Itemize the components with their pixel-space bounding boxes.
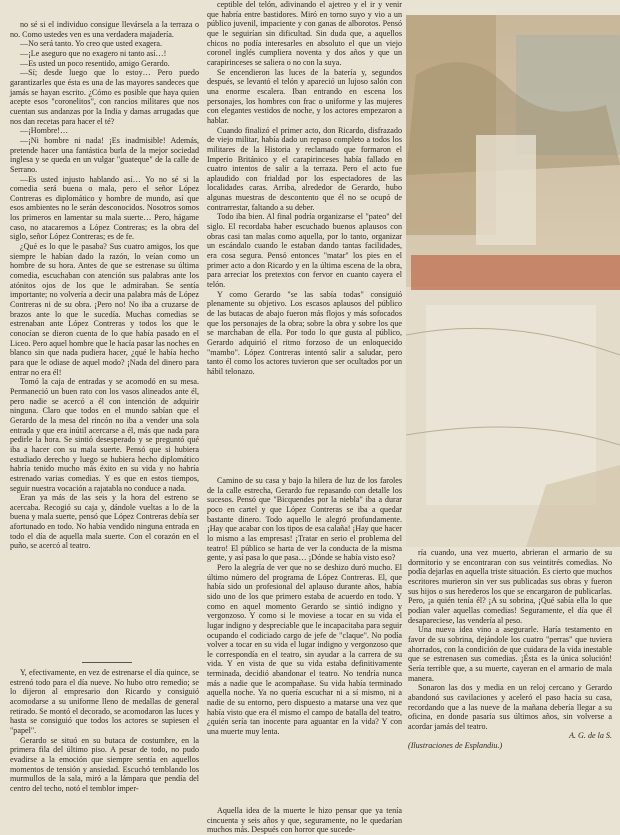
paragraph: —Es usted un poco resentido, amigo Gerardo.: [20, 58, 170, 68]
paragraph: —No será tanto. Yo creo que usted exagera.: [20, 39, 163, 49]
paragraph: Y como Gerardo "se las sabía todas" consiguió plenamente su objetivo. Los escasos aplausos del público de las butacas de abajo fueron más flojos y más sofocados que los personajes de la obra; sobre la obra y sobre los que se marchaban de ella. Por todo lo que gusta al público, Gerardo adquirió el ritmo forzoso de un enloquecido "mambo". López Contreras intentó salir a saludar, pero tanto él como los actores tuvieron que ser ocultados por un hábil telonazo.: [207, 289, 402, 376]
paragraph: Cuando finalizó el primer acto, don Ricardo, disfrazado de viejo militar, había dado un repaso completo a todos los militares de la Historia y reclamado que formaron el Imperio Británico y el carapirinceses había fallado en cuatro intentos de salir a la terraza. Pero el acto fue aplaudido con frialdad por los espectadores de las localidades caras. Arriba, alrededor de Gerardo, hubo algunas muestras de descontento que él no se ocupó de contrarrestar, faltando a su deber.: [207, 125, 402, 212]
paragraph: Y, efectivamente, en vez de estrenarse el día quince, se estrenó todo para el día nueve. No hubo otro remedio; se lo dijeron al empresario don Ricardo y consiguió acomodarse a su uniforme lleno de medallas de general retirado. Se montó el decorado, se acomodaron las luces y hasta se consiguió que todos los actores se supiesen el "papel".: [10, 668, 199, 735]
paragraph: —Es usted injusto hablando así… Yo no sé si la comedia será buena o mala, pero el señor López Contreras es diplomático y hombre de mundo, así que esos ambientes no le serán desconocidos. Nosotros somos los primeros en lamentar su mala suerte… Pero, hágame caso, no atacaremos a López Contreras; es la obra del siglo, señor López Contreras; es de fe.: [10, 174, 199, 242]
text-column-1-lower: [10, 668, 199, 794]
text-column-2: [207, 0, 402, 377]
paragraph: ceptible del telón, adivinando el ajetreo y el ir y venir que habría entre bastidores. Miró en torno suyo y vio a un público juvenil, impaciente y con ganas de alborotos. Pensó que le seguirían sin dificultad. Sin duda que, a aquellos chicos no podía interesarles en absoluto el que un viejo coronel inglés cumpliera noventa y dos años y que un carapirinceses se saliera o no con la suya.: [207, 0, 402, 67]
text-column-3: [408, 548, 612, 751]
paragraph: Gerardo se situó en su butaca de costumbre, en la primera fila del último piso. A pesar de todo, no pudo evadirse a la emoción que siempre sentía en aquellos momentos de tensión y ansiedad. Escuchó temblando los murmullos de la sala, miró a la lámpara que pendía del centro del techo, notó el temblor imper-: [10, 735, 199, 793]
illustration: [406, 15, 620, 547]
paragraph: —¡Le aseguro que no exagero ni tanto así…!: [20, 48, 167, 58]
text-column-2-middle: [207, 476, 402, 737]
text-column-1: [10, 20, 199, 551]
paragraph: Tomó la caja de entradas y se acomodó en su mesa. Permaneció un buen rato con los vasos alineados ante él, pero nadie se acercó a él con intención de adquirir ninguna. Claro que todos en el mundo sabían que el Gerardo de la mesa del rincón no iba a vender una sola entrada y que era inútil acercarse a él, más que nada para pedirle la hora. Se sintió desesperado y se preguntó qué iba a hacer con su mala suerte. Pensó que si hubiera estudiado derecho y luego se hubiera hecho diplomático habría tenido mucho más éxito en su vida y no habría estrenado varias comedias. Y es que en estos tiempos, seguir nuestra vocación a rajatabla no conduce a nada.: [10, 377, 199, 493]
paragraph: Aquella idea de la muerte le hizo pensar que ya tenía cincuenta y seis años y que, seguramente, no le quedarían muchos más. Después con horror que sucede-: [207, 806, 402, 835]
paragraph: ría cuando, una vez muerto, abrieran el armario de su dormitorio y se encontraran con sus veintitrés comedias. No podía dejarlas en aquella triste situación. Es cierto que muchos escritores murieron sin ver sus publicadas sus obras y fueron sus hijos o sus herederos los que se encargaron de publicarlas. Pero, ¡a quién tenía él? ¡A su sobrina, ¡Qué sabía ella lo que podían valer aquellas comedias! Seguramente, el día que él desapareciese, las vendería al peso.: [408, 548, 612, 625]
paragraph: Camino de su casa y bajo la hilera de luz de los faroles de la calle estrecha, Gerardo fue repasando con detalle los sucesos. Pensó que "Bicquendes por la niebla" iba a durar poco en cartel y que López Contreras se iba a quedar bastante dinero. Todo aquello le alegró profundamente. ¡Hay que acabar con los tipos de esa calaña! ¡Hay que hacer lo mismo a las empresas! ¡Tratar en serio el problema del teatro! El público se harta de ver la conducta de la misma gente, y así pasa lo que pasa… ¡Dónde se había visto eso?: [207, 476, 402, 563]
paragraph: —Sí; desde luego que lo estoy… Pero puedo garantizarles que ésta es una de las mayores sandeces que jamás se hayan escrito. ¿Cómo es posible que haya quien acepte esos "coronelitos", con rancios militares que nos cuentan sus andanzas por la India y damas arrugadas que nos dan recetas para hacer el té?: [10, 68, 199, 126]
paragraph: no sé si el individuo consigue llevársela a la terraza o no. Como ustedes ven es una verdadera majadería.: [10, 20, 199, 39]
section-divider: [82, 662, 132, 663]
illustration-credit: (Ilustraciones de Esplandiu.): [408, 741, 503, 751]
illustration-painting: [406, 15, 620, 547]
paragraph: —¡Ni hombre ni nada! ¡Es inadmisible! Además, pretende hacer una fantástica burla de la mejor sociedad inglesa y se queda en un vulgar "guateque" de la calle de Serrano.: [10, 135, 199, 174]
paragraph: ¿Qué es lo que le pasaba? Sus cuatro amigos, los que siempre le habían dado la razón, lo veían como un hombre de su hora. Antes de que se estrenase su última comedia, escuchaban con atención sus palabras ante los atónitos ojos de los que le admiraban. Se sentía importante; no volvería a decir una palabra más de López Contreras ni de su obra. ¡Pero no! No iba a cruzarse de brazos ante lo que le sucedía. Muchas comedias se estrenaban ante López Contreras y todos los que le conocían se dieron cuenta de lo que había pasado en el Liceo. Pero aquel hombre que le hacía pasar las noches en blanco sin que nada pudiera hacer, ¿qué le había hecho para que le odiase de aquel modo? ¡Nada del dinero para entrar no era él!: [10, 242, 199, 377]
paragraph: Todo iba bien. Al final podría organizarse el "pateo" del siglo. El recordaba haber escuchado buenos aplausos con obras casi tan malas como aquella, por lo tanto, organizar un escándalo cuando le estaban dando tantas facilidades, era cosa segura. Pensó entonces "matar" los pies en el primer acto a don Ricardo y en la última escena de la obra, para arreciar los pretextos con fervor en cuanto cayera el telón.: [207, 212, 402, 290]
signature: A. G. de la S.: [569, 731, 612, 741]
paragraph: Pero la alegría de ver que no se deshizo duró mucho. El último número del programa de López Contreras. El, que había sido un profesional del aplauso durante años, había sido uno de los que primero estaba de acuerdo en todo. Y como en aquel momento Gerardo se sintió indigno y vergonzoso. Y como si le moviese a tocar en su vida el lugar indigno y despreciable que le incapacitaba para seguir ocupando el codiciado cargo de jefe de "claque". No podía volver a tocar en su vida el lugar indigno y vergonzoso que le correspondía en el teatro, sin ayudar a la carrera de su vida. Y en vista de que su vida estaba definitivamente terminada, decidió abandonar el teatro. No tendría nunca más a nadie que le acompañase. Su vida había terminado aquella noche. Ya no quería escuchar ni a sí mismo, ni a nadie de su entorno, pero dispuesto a matarse una vez que había visto que era él mismo el campo de batalla del teatro, ¿quién sería tan inocente para aguantar en la vida? Y con una muerte muy lenta.: [207, 562, 402, 737]
paragraph: Sonaron las dos y media en un reloj cercano y Gerardo abandonó sus cavilaciones y aceleró el paso hacia su casa, recordando que a las nueve de la mañana debería llegar a su oficina, en donde pasaría sus últimos años, sin volverse a acordar jamás del teatro.: [408, 683, 612, 731]
paragraph: —¡Hombre!…: [20, 126, 69, 136]
paragraph: Eran ya más de las seis y la hora del estreno se acercaba. Recogió su caja y, dándole vueltas a lo de la buena y mala suerte, pensó que López Contreras debía ser afortunado en todo. No había vendido ninguna entrada en todo el día de aquella mala suerte. Con el corazón en el puño, se acercó al teatro.: [10, 493, 199, 551]
paragraph: Una nueva idea vino a asegurarle. Haría testamento en favor de su sobrina, dejándole los cuatro "perras" que tuviera ahorrados, con la condición de que cuidara de la vida inestable que se estrenasen sus comedias. ¡Ésta es la única solución! Sería terrible que, a su muerte, cayeran en el armario de mala manera.: [408, 625, 612, 683]
paragraph: Se encendieron las luces de la batería y, segundos después, se levantó el telón y apareció un lujoso salón con una enorme escalera. Iban entrando en escena los personajes, los hombres con frac o uniforme y las mujeres con elegantes vestidos de noche, y los actores empezaron a hablar.: [207, 67, 402, 125]
